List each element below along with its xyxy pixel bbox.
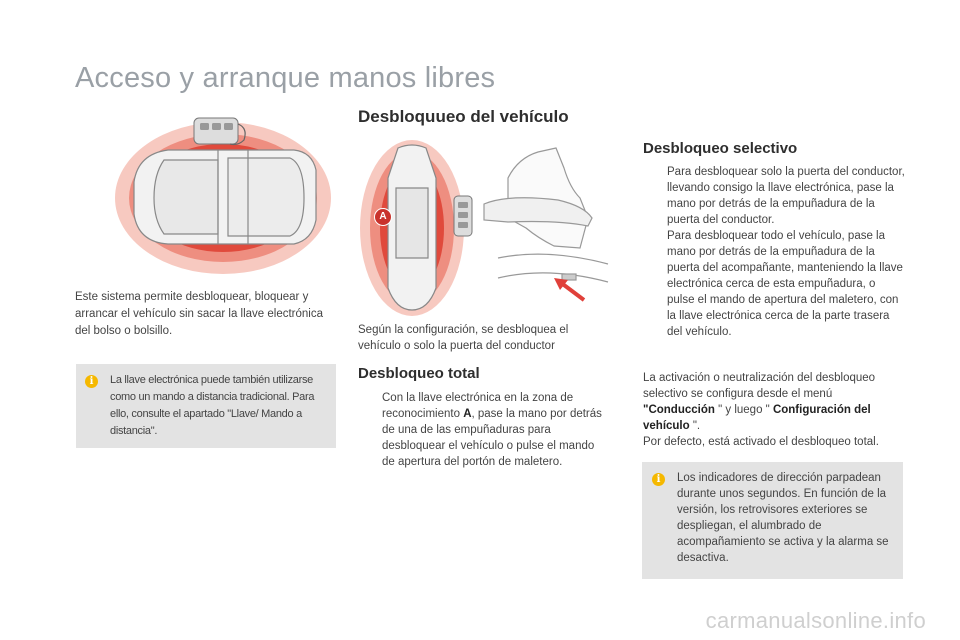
info-icon: i — [652, 473, 665, 486]
list-item: Para desbloquear todo el vehículo, pase la mano por detrás de la empuñadura de la puerta del acompañante, manteniendo la llave electrónica cerca de esta empuñadura, o pulse el mando de apertura del maletero, con la llave electrónica cerca de la parte trasera del vehículo. — [667, 230, 903, 338]
config-text: Según la configuración, se desbloquea el vehículo o solo la puerta del conductor — [358, 324, 569, 352]
section-heading-selective: Desbloqueo selectivo — [643, 140, 798, 157]
unlock-illustration — [358, 138, 610, 320]
default-text: Por defecto, está activado el desbloqueo total. — [643, 436, 879, 448]
page-title: Acceso y arranque manos libres — [75, 62, 496, 94]
selective-unlock-list — [645, 164, 905, 340]
activation-text: La activación o neutralización del desbloqueo selectivo se configura desde el menú "Conducción " y luego " Configuración del vehículo ". Por defecto, está activado el desbloqueo total. — [643, 372, 879, 448]
info-icon: i — [85, 375, 98, 388]
info-text-left: La llave electrónica puede también utilizarse como un mando a distancia tradicional. Para ello, consulte el apartado "Llave/ Mando a distancia". — [110, 374, 315, 437]
section-heading-unlock: Desbloquueo del vehículo — [358, 107, 569, 126]
car-zone-illustration — [98, 110, 334, 280]
list-item: Con la llave electrónica en la zona de reconocimiento A, pase la mano por detrás de una de las empuñaduras para desbloquear el vehículo o pulse el mando de apertura del portón de maletero. — [382, 392, 602, 468]
info-text-right: Los indicadores de dirección parpadean durante unos segundos. En función de la versión, los retrovisores exteriores se despliegan, el alumbrado de acompañamiento se activa y la alarma se desactiva. — [677, 472, 889, 564]
info-box-left — [76, 364, 336, 448]
key-fob-icon — [454, 196, 472, 236]
list-item: Para desbloquear solo la puerta del conductor, llevando consigo la llave electrónica, pase la mano por detrás de la empuñadura de la puerta del conductor. — [667, 166, 905, 226]
section-heading-total: Desbloqueo total — [358, 365, 480, 382]
car-top-view-graphic — [98, 110, 334, 280]
info-box-right — [642, 462, 903, 579]
intro-text: Este sistema permite desbloquear, bloquear y arrancar el vehículo sin sacar la llave electrónica del bolso o bolsillo. — [75, 291, 324, 337]
key-fob-icon — [194, 118, 245, 145]
arrow-icon — [548, 274, 588, 304]
total-unlock-list — [360, 390, 610, 470]
watermark: carmanualsonline.info — [705, 608, 926, 633]
zone-marker-a: A — [374, 208, 392, 226]
